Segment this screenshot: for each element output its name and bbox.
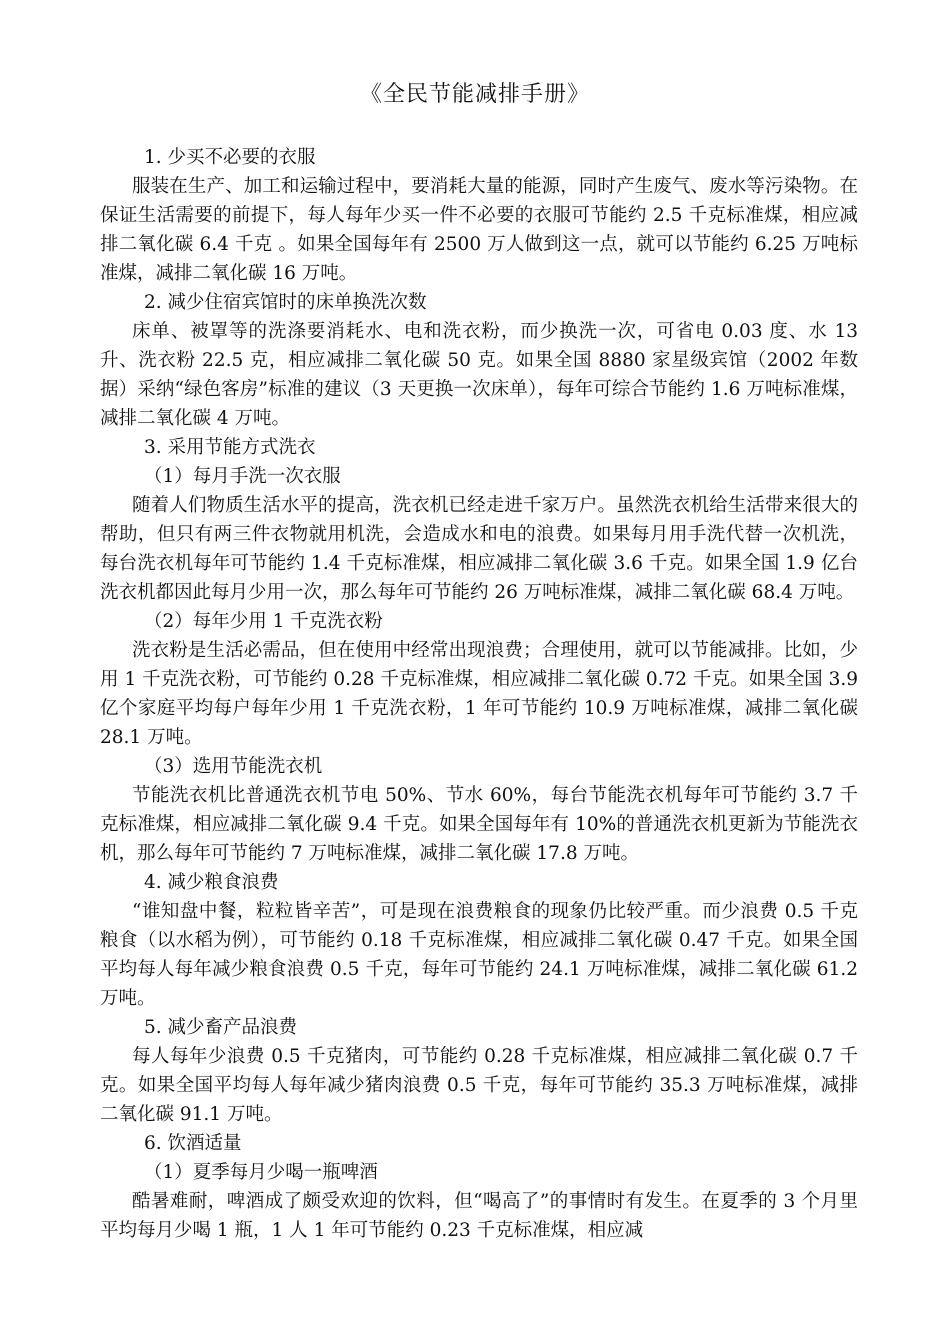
section-heading-2: 2. 减少住宿宾馆时的床单换洗次数	[144, 292, 427, 313]
section-heading-4: 4. 减少粮食浪费	[144, 872, 279, 893]
subsection-heading-6-1: （1）夏季每月少喝一瓶啤酒	[144, 1162, 378, 1183]
paragraph-clothing: 服装在生产、加工和运输过程中，要消耗大量的能源，同时产生废气、废水等污染物。在保证生活需要的前提下，每人每年少买一件不必要的衣服可节能约 2.5 千克标准煤，相应减排二氧化碳 6.4 千克 。如果全国每年有 2500 万人做到这一点，就可以节能约 6.25 万吨标准煤，减排二氧化碳 16 万吨。	[100, 176, 858, 284]
section-heading-3: 3. 采用节能方式洗衣	[144, 437, 316, 458]
subsection-heading-3-1: （1）每月手洗一次衣服	[144, 466, 341, 487]
document-body	[100, 143, 858, 1245]
section-heading-1: 1. 少买不必要的衣服	[144, 147, 316, 168]
section-heading-5: 5. 减少畜产品浪费	[144, 1017, 298, 1038]
paragraph-hotel-linen: 床单、被罩等的洗涤要消耗水、电和洗衣粉，而少换洗一次，可省电 0.03 度、水 13 升、洗衣粉 22.5 克，相应减排二氧化碳 50 克。如果全国 8880 家星级宾馆（2002 年数据）采纳“绿色客房”标准的建议（3 天更换一次床单），每年可综合节能约 1.6 万吨标准煤，减排二氧化碳 4 万吨。	[100, 321, 858, 429]
subsection-heading-3-2: （2）每年少用 1 千克洗衣粉	[144, 611, 383, 632]
document-title: 《全民节能减排手册》	[359, 82, 590, 107]
paragraph-beer: 酷暑难耐，啤酒成了颇受欢迎的饮料，但“喝高了”的事情时有发生。在夏季的 3 个月里平均每月少喝 1 瓶，1 人 1 年可节能约 0.23 千克标准煤，相应减	[100, 1191, 858, 1241]
paragraph-grain-waste: “谁知盘中餐，粒粒皆辛苦”，可是现在浪费粮食的现象仍比较严重。而少浪费 0.5 千克粮食（以水稻为例），可节能约 0.18 千克标准煤，相应减排二氧化碳 0.47 千克。如果全国平均每人每年减少粮食浪费 0.5 千克，每年可节能约 24.1 万吨标准煤，减排二氧化碳 61.2 万吨。	[100, 901, 858, 1009]
paragraph-detergent: 洗衣粉是生活必需品，但在使用中经常出现浪费；合理使用，就可以节能减排。比如，少用 1 千克洗衣粉，可节能约 0.28 千克标准煤，相应减排二氧化碳 0.72 千克。如果全国 3.9 亿个家庭平均每户每年少用 1 千克洗衣粉，1 年可节能约 10.9 万吨标准煤，减排二氧化碳 28.1 万吨。	[100, 640, 858, 748]
subsection-heading-3-3: （3）选用节能洗衣机	[144, 756, 323, 777]
section-heading-6: 6. 饮酒适量	[144, 1133, 242, 1154]
paragraph-washing-machine: 节能洗衣机比普通洗衣机节电 50%、节水 60%，每台节能洗衣机每年可节能约 3.7 千克标准煤，相应减排二氧化碳 9.4 千克。如果全国每年有 10%的普通洗衣机更新为节能洗衣机，那么每年可节能约 7 万吨标准煤，减排二氧化碳 17.8 万吨。	[100, 785, 858, 864]
paragraph-hand-wash: 随着人们物质生活水平的提高，洗衣机已经走进千家万户。虽然洗衣机给生活带来很大的帮助，但只有两三件衣物就用机洗，会造成水和电的浪费。如果每月用手洗代替一次机洗，每台洗衣机每年可节能约 1.4 千克标准煤，相应减排二氧化碳 3.6 千克。如果全国 1.9 亿台洗衣机都因此每月少用一次，那么每年可节能约 26 万吨标准煤，减排二氧化碳 68.4 万吨。	[100, 495, 858, 603]
paragraph-meat-waste: 每人每年少浪费 0.5 千克猪肉，可节能约 0.28 千克标准煤，相应减排二氧化碳 0.7 千克。如果全国平均每人每年减少猪肉浪费 0.5 千克，每年可节能约 35.3 万吨标准煤，减排二氧化碳 91.1 万吨。	[100, 1046, 858, 1125]
